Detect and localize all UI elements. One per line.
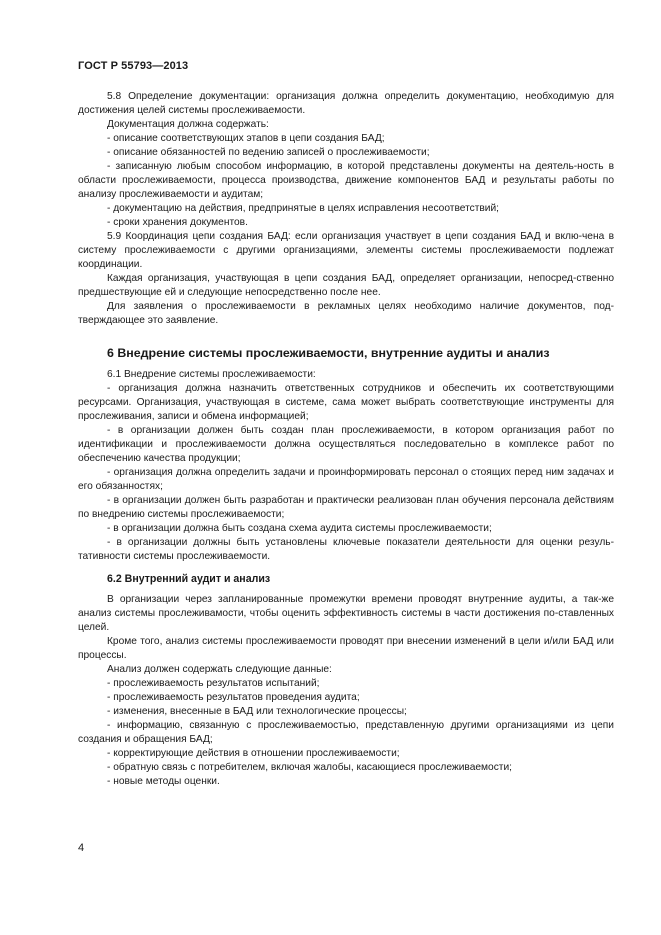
list-item: - описание обязанностей по ведению записей о прослеживаемости; xyxy=(107,147,430,158)
paragraph: Для заявления о прослеживаемости в рекламных целях необходимо наличие документов, под-тверждающее это заявление. xyxy=(78,301,614,326)
subsection-heading: 6.2 Внутренний аудит и анализ xyxy=(107,573,271,585)
page-number: 4 xyxy=(78,842,85,854)
document-header: ГОСТ Р 55793—2013 xyxy=(78,60,189,72)
list-item: - документацию на действия, предпринятые в целях исправления несоответствий; xyxy=(107,203,500,214)
list-item: - записанную любым способом информацию, в которой представлены документы на деятель-ность в области прослеживаемости, процесса производства, движение компонентов БАД и результаты работы по анализу прослеживаемости и аудитам; xyxy=(78,161,614,200)
paragraph: 5.9 Координация цепи создания БАД: если организация участвует в цепи создания БАД и вклю-чена в систему прослеживаемости с другими организациями, элементы системы прослеживаемости подлежат координации. xyxy=(78,231,614,270)
list-item: - прослеживаемость результатов проведения аудита; xyxy=(107,692,360,703)
list-item: - новые методы оценки. xyxy=(107,776,220,787)
list-item: - в организации должен быть создан план прослеживаемости, в котором организация работ по идентификации и прослеживаемости должна осуществляться последовательно в комплексе работ по обеспечению качества продукции; xyxy=(78,425,614,464)
section-heading: 6 Внедрение системы прослеживаемости, внутренние аудиты и анализ xyxy=(107,346,550,360)
paragraph: Анализ должен содержать следующие данные: xyxy=(107,664,332,675)
paragraph: 5.8 Определение документации: организация должна определить документацию, необходимую для достижения целей системы прослеживаемости. xyxy=(78,91,614,116)
list-item: - информацию, связанную с прослеживаемостью, представленную другими организациями из цепи создания и обращения БАД; xyxy=(78,720,614,745)
paragraph: В организации через запланированные промежутки времени проводят внутренние аудиты, а так-же анализ системы прослеживамости, чтобы оценить эффективность системы в части достижения по-ставленных целей. xyxy=(78,594,614,633)
list-item: - обратную связь с потребителем, включая жалобы, касающиеся прослеживаемости; xyxy=(107,762,512,773)
paragraph: 6.1 Внедрение системы прослеживаемости: xyxy=(107,369,316,380)
list-item: - прослеживаемость результатов испытаний; xyxy=(107,678,320,689)
list-item: - организация должна определить задачи и проинформировать персонал о стоящих перед ним задачах и его обязанностях; xyxy=(78,467,614,492)
list-item: - сроки хранения документов. xyxy=(107,217,248,228)
list-item: - корректирующие действия в отношении прослеживаемости; xyxy=(107,748,400,759)
paragraph: Каждая организация, участвующая в цепи создания БАД, определяет организации, непосред-ственно предшествующие ей и следующие непосредственно после нее. xyxy=(78,273,614,298)
list-item: - в организации должен быть разработан и практически реализован план обучения персонала действиям по внедрению системы прослеживаемости; xyxy=(78,495,614,520)
paragraph: Документация должна содержать: xyxy=(107,119,269,130)
paragraph: Кроме того, анализ системы прослеживаемости проводят при внесении изменений в цели и/или БАД или процессы. xyxy=(78,636,614,661)
list-item: - в организации должна быть создана схема аудита системы прослеживаемости; xyxy=(107,523,492,534)
document-body xyxy=(78,90,614,789)
list-item: - изменения, внесенные в БАД или технологические процессы; xyxy=(107,706,407,717)
list-item: - описание соответствующих этапов в цепи создания БАД; xyxy=(107,133,385,144)
list-item: - организация должна назначить ответственных сотрудников и обеспечить их соответствующими ресурсами. Организация, участвующая в системе, сама может выбрать соответствующие инструменты для прослеживания, записи и обмена информацией; xyxy=(78,383,614,422)
list-item: - в организации должны быть установлены ключевые показатели деятельности для оценки резуль-тативности системы прослеживаемости. xyxy=(78,537,614,562)
